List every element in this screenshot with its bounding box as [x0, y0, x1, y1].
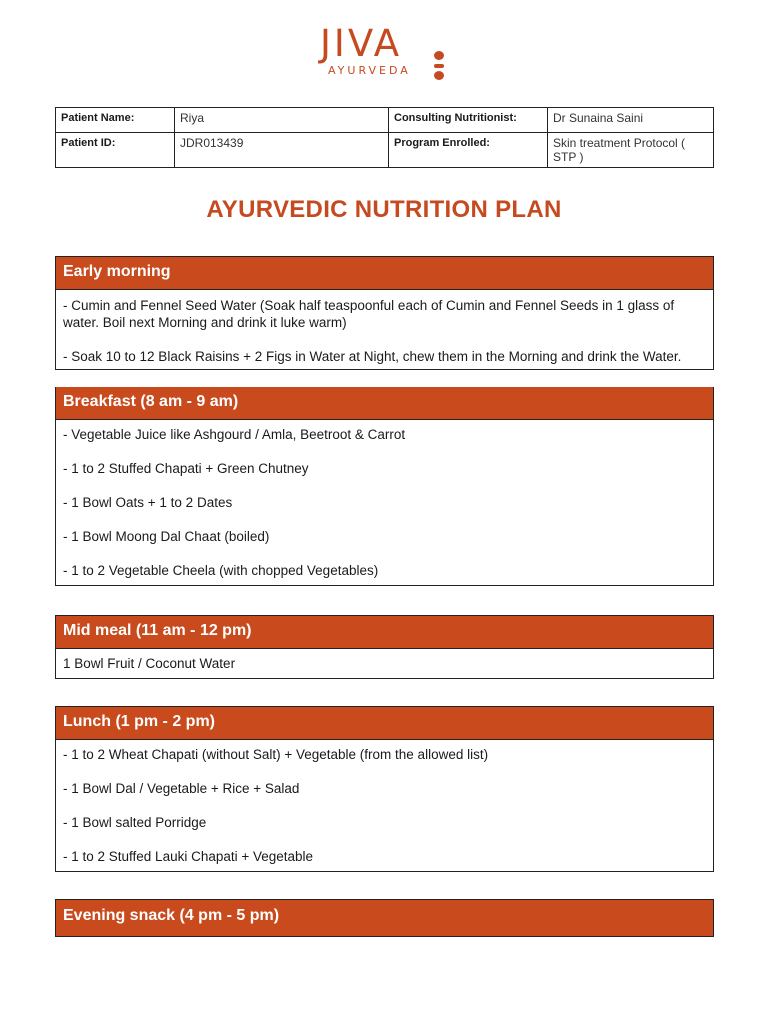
list-item: - Soak 10 to 12 Black Raisins + 2 Figs in Water at Night, chew them in the Morning and drink the Water. — [63, 349, 682, 364]
patient-id-value: JDR013439 — [175, 133, 389, 168]
section-early-morning — [55, 256, 714, 370]
logo-subtitle: AYURVEDA — [328, 64, 411, 77]
section-lunch — [55, 706, 714, 872]
section-body — [56, 649, 713, 678]
list-item: - 1 Bowl Dal / Vegetable + Rice + Salad — [63, 781, 300, 796]
section-heading: Lunch (1 pm - 2 pm) — [56, 707, 713, 740]
program-label: Program Enrolled: — [389, 133, 548, 168]
list-item: - 1 to 2 Wheat Chapati (without Salt) + Vegetable (from the allowed list) — [63, 747, 489, 762]
section-breakfast — [55, 387, 714, 586]
nutritionist-value: Dr Sunaina Saini — [548, 108, 714, 133]
section-evening-snack — [55, 899, 714, 937]
section-heading: Evening snack (4 pm - 5 pm) — [56, 900, 713, 936]
section-mid-meal — [55, 615, 714, 679]
list-item: - Cumin and Fennel Seed Water (Soak half teaspoonful each of Cumin and Fennel Seeds in 1 glass of water. Boil next Morning and drink it luke warm) — [63, 298, 675, 330]
section-heading: Mid meal (11 am - 12 pm) — [56, 616, 713, 649]
section-heading: Breakfast (8 am - 9 am) — [56, 387, 713, 420]
list-item: - 1 Bowl salted Porridge — [63, 815, 207, 830]
section-body — [56, 290, 713, 369]
patient-id-label: Patient ID: — [56, 133, 175, 168]
logo-dots-icon — [432, 51, 448, 83]
patient-name-value: Riya — [175, 108, 389, 133]
program-value: Skin treatment Protocol ( STP ) — [548, 133, 714, 168]
table-row — [56, 108, 714, 133]
list-item: - 1 to 2 Stuffed Chapati + Green Chutney — [63, 461, 309, 476]
section-heading: Early morning — [56, 257, 713, 290]
section-body — [56, 420, 713, 585]
patient-name-label: Patient Name: — [56, 108, 175, 133]
page-title: AYURVEDIC NUTRITION PLAN — [206, 196, 562, 223]
nutritionist-label: Consulting Nutritionist: — [389, 108, 548, 133]
list-item: - 1 Bowl Moong Dal Chaat (boiled) — [63, 529, 270, 544]
list-item: - 1 to 2 Stuffed Lauki Chapati + Vegetable — [63, 849, 314, 864]
section-body — [56, 740, 713, 871]
logo-wordmark: JIVA — [320, 22, 403, 65]
patient-info-table — [55, 107, 714, 168]
jiva-ayurveda-logo — [0, 24, 768, 84]
list-item: - 1 Bowl Oats + 1 to 2 Dates — [63, 495, 233, 510]
table-row — [56, 133, 714, 168]
list-item: - Vegetable Juice like Ashgourd / Amla, Beetroot & Carrot — [63, 427, 406, 442]
list-item: 1 Bowl Fruit / Coconut Water — [63, 656, 236, 671]
list-item: - 1 to 2 Vegetable Cheela (with chopped Vegetables) — [63, 563, 379, 578]
